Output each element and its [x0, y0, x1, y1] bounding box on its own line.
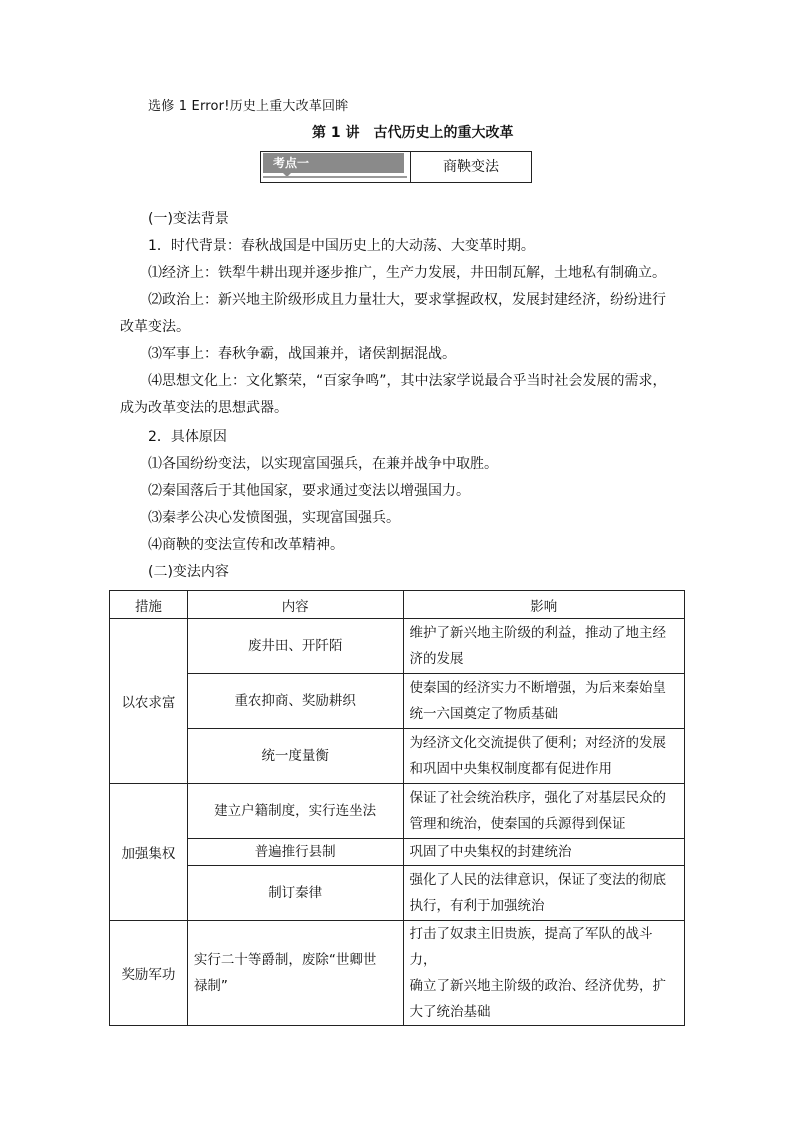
reform-table — [109, 590, 685, 1026]
content-cell: 制订秦律 — [187, 866, 403, 921]
kaodian-tag-cell — [261, 152, 411, 182]
paragraph: ⑴经济上：铁犁牛耕出现并逐步推广，生产力发展，井田制瓦解，土地私有制确立。 — [148, 265, 666, 281]
content-cell: 普遍推行县制 — [187, 839, 403, 866]
content-cell: 废井田、开阡陌 — [187, 619, 403, 674]
effect-cell — [403, 674, 685, 729]
effect-cell — [403, 619, 685, 674]
category-cell: 以农求富 — [110, 619, 188, 784]
kaodian-tag: 考点一 — [263, 153, 404, 173]
effect-line: 大了统治基础 — [409, 1004, 491, 1020]
content-cell: 统一度量衡 — [187, 729, 403, 784]
table-row — [110, 729, 685, 784]
effect-line: 打击了奴隶主旧贵族，提高了军队的战斗力， — [409, 926, 653, 968]
paragraph: ⑶军事上：春秋争霸，战国兼并，诸侯割据混战。 — [148, 346, 456, 362]
tag-underline — [263, 176, 407, 178]
table-header-row — [110, 591, 685, 619]
paragraph: ⑷思想文化上：文化繁荣，“百家争鸣”，其中法家学说最合乎当时社会发展的需求， — [148, 373, 667, 389]
effect-cell — [403, 921, 685, 1026]
paragraph: 改革变法。 — [120, 319, 190, 335]
paragraph: ⑷商鞅的变法宣传和改革精神。 — [148, 537, 344, 553]
effect-line: 使秦国的经济实力不断增强，为后来秦始皇 — [409, 680, 666, 696]
effect-line: 济的发展 — [409, 651, 464, 667]
table-row — [110, 784, 685, 839]
section-title-content: (二)变法内容 — [148, 564, 229, 580]
series-title: 选修 1 Error!历史上重大改革回眸 — [148, 99, 349, 114]
item2-title: 2．具体原因 — [148, 429, 227, 445]
effect-line: 强化了人民的法律意识，保证了变法的彻底 — [409, 872, 666, 888]
paragraph: 成为改革变法的思想武器。 — [120, 400, 288, 416]
content-cell: 重农抑商、奖励耕织 — [187, 674, 403, 729]
paragraph: ⑵秦国落后于其他国家，要求通过变法以增强国力。 — [148, 483, 470, 499]
column-header: 内容 — [187, 591, 403, 619]
effect-line: 维护了新兴地主阶级的利益，推动了地主经 — [409, 625, 666, 641]
effect-line: 统一六国奠定了物质基础 — [409, 706, 558, 722]
effect-line: 确立了新兴地主阶级的政治、经济优势，扩 — [409, 978, 666, 994]
effect-line: 为经济文化交流提供了便利；对经济的发展 — [409, 735, 666, 751]
lesson-title: 第 1 讲 古代历史上的重大改革 — [312, 125, 514, 141]
effect-line: 和巩固中央集权制度都有促进作用 — [409, 761, 612, 777]
effect-line: 执行，有利于加强统治 — [409, 898, 545, 914]
content-line: 实行二十等爵制，废除“世卿世 — [193, 952, 377, 968]
table-row — [110, 921, 685, 1026]
effect-cell — [403, 729, 685, 784]
paragraph: ⑴各国纷纷变法，以实现富国强兵，在兼并战争中取胜。 — [148, 456, 498, 472]
effect-cell — [403, 866, 685, 921]
paragraph: ⑵政治上：新兴地主阶级形成且力量壮大，要求掌握政权，发展封建经济，纷纷进行 — [148, 292, 666, 308]
category-cell: 奖励军功 — [110, 921, 188, 1026]
content-cell: 建立户籍制度，实行连坐法 — [187, 784, 403, 839]
effect-cell: 巩固了中央集权的封建统治 — [403, 839, 685, 866]
paragraph: ⑶秦孝公决心发愤图强，实现富国强兵。 — [148, 510, 400, 526]
content-line: 禄制” — [193, 978, 228, 994]
kaodian-topic: 商鞅变法 — [443, 159, 499, 175]
section-title-background: (一)变法背景 — [148, 211, 229, 227]
table-row — [110, 619, 685, 674]
table-row — [110, 674, 685, 729]
item1-title: 1．时代背景：春秋战国是中国历史上的大动荡、大变革时期。 — [148, 238, 535, 254]
kaodian-box — [260, 151, 532, 183]
effect-line: 管理和统治，使秦国的兵源得到保证 — [409, 816, 626, 832]
column-header: 措施 — [110, 591, 188, 619]
effect-cell — [403, 784, 685, 839]
table-row — [110, 839, 685, 866]
content-cell — [187, 921, 403, 1026]
table-row — [110, 866, 685, 921]
category-cell: 加强集权 — [110, 784, 188, 921]
effect-line: 保证了社会统治秩序，强化了对基层民众的 — [409, 790, 666, 806]
column-header: 影响 — [403, 591, 685, 619]
